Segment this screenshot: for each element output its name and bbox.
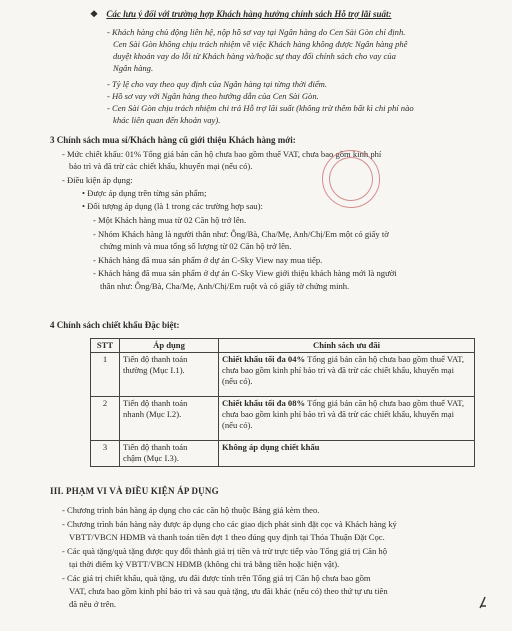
table-row: [91, 397, 475, 441]
notes-line: duyệt khoản vay do lỗi từ Khách hàng và/hoặc sự thay đổi chính sách cho vay của: [113, 51, 396, 61]
section-3-line: - Một Khách hàng mua từ 02 Căn hộ trở lên.: [93, 215, 247, 225]
section-4-heading: 4 Chính sách chiết khấu Đặc biệt:: [50, 320, 180, 330]
section-3-line: • Được áp dụng trên từng sản phẩm;: [82, 188, 207, 198]
section-iii-line: VBTT/VBCN HĐMB và thanh toán tiền đợt 1 theo đúng quy định tại Thỏa Thuận Đặt Cọc.: [69, 532, 385, 542]
table-cell-policy: [219, 397, 475, 441]
notes-title-row: [90, 9, 391, 21]
diamond-bullet-icon: ❖: [90, 9, 99, 19]
signature-mark-icon: [478, 596, 488, 610]
apply-line: nhanh (Mục I.2).: [123, 409, 182, 419]
section-3-line: - Khách hàng đã mua sản phẩm ở dự án C-Sky View nay mua tiếp.: [93, 255, 323, 265]
notes-line: - Cen Sài Gòn chịu trách nhiệm chi trả Hỗ trợ lãi suất (không trừ thêm bất kì chi phí nào: [107, 103, 414, 113]
section-iii-line: VAT, chưa bao gồm kinh phí bảo trì và sau quà tặng, ưu đãi khác (nếu có) theo thứ tự ưu tiên: [69, 586, 388, 596]
table-cell-stt: 1: [91, 353, 120, 397]
apply-line: thường (Mục I.1).: [123, 365, 185, 375]
policy-text: Tổng giá bán căn hộ chưa bao gồm thuế VAT, chưa bao gồm kinh phí bảo trì và đã trừ các chiết khấu, khuyến mại (nếu có).: [222, 398, 465, 430]
discount-table: [90, 338, 475, 467]
notes-line: khác liên quan đến khoản vay).: [113, 115, 221, 125]
section-3-line: thân như: Ông/Bà, Cha/Mẹ, Anh/Chị/Em ruột và có giấy tờ chứng minh.: [100, 281, 350, 291]
table-cell-stt: 2: [91, 397, 120, 441]
table-cell-apply: [120, 441, 219, 467]
notes-line: - Khách hàng chủ động liên hệ, nộp hồ sơ vay tại Ngân hàng do Cen Sài Gòn chỉ định.: [107, 27, 406, 37]
table-header-apply: Áp dụng: [120, 339, 219, 353]
notes-line: Cen Sài Gòn không chịu trách nhiệm về việc Khách hàng không được Ngân hàng phê: [113, 39, 408, 49]
table-row: [91, 441, 475, 467]
section-iii-line: tại thời điểm ký VBTT/VBCN HĐMB (không chi trả bằng tiền hoặc hiện vật).: [69, 559, 340, 569]
section-iii-line: đã nêu ở trên.: [69, 599, 117, 609]
table-header-stt: STT: [91, 339, 120, 353]
section-3-line: chứng minh và mua tổng số lượng từ 02 Căn hộ trở lên.: [100, 241, 292, 251]
apply-line: chậm (Mục I.3).: [123, 453, 179, 463]
table-header-policy: Chính sách ưu đãi: [219, 339, 475, 353]
section-iii-line: - Chương trình bán hàng này được áp dụng cho các giao dịch phát sinh đặt cọc và Khách hàng ký: [62, 519, 397, 529]
section-iii-heading: III. PHẠM VI VÀ ĐIỀU KIỆN ÁP DỤNG: [50, 486, 219, 496]
apply-line: Tiến độ thanh toán: [123, 442, 188, 452]
table-cell-apply: [120, 397, 219, 441]
notes-title: Các lưu ý đối với trường hợp Khách hàng hưởng chính sách Hỗ trợ lãi suất:: [106, 9, 392, 19]
section-3-line: • Đối tượng áp dụng (là 1 trong các trường hợp sau):: [82, 201, 263, 211]
policy-highlight: Chiết khấu tối đa 04%: [222, 354, 306, 364]
section-3-heading: 3 Chính sách mua sỉ/Khách hàng cũ giới thiệu Khách hàng mới:: [50, 135, 296, 145]
section-3-line: - Khách hàng đã mua sản phẩm ở dự án C-Sky View giới thiệu khách hàng mới là người: [93, 268, 397, 278]
section-3-line: - Mức chiết khấu: 01% Tổng giá bán căn hộ chưa bao gồm thuế VAT, chưa bao gồm kinh phí: [62, 149, 382, 159]
policy-highlight: Chiết khấu tối đa 08%: [222, 398, 306, 408]
table-cell-stt: 3: [91, 441, 120, 467]
section-3-line: - Nhóm Khách hàng là người thân như: Ông/Bà, Cha/Mẹ, Anh/Chị/Em một có giấy tờ: [93, 229, 389, 239]
table-cell-policy: [219, 441, 475, 467]
table-row: [91, 353, 475, 397]
table-cell-apply: [120, 353, 219, 397]
policy-text: Tổng giá bán căn hộ chưa bao gồm thuế VAT, chưa bao gồm kinh phí bảo trì và đã trừ các chiết khấu, khuyến mại (nếu có).: [222, 354, 465, 386]
table-cell-policy: [219, 353, 475, 397]
section-iii-line: - Chương trình bán hàng áp dụng cho các căn hộ thuộc Bảng giá kèm theo.: [62, 505, 320, 515]
notes-line: - Hồ sơ vay với Ngân hàng theo hướng dẫn của Cen Sài Gòn.: [107, 91, 319, 101]
apply-line: Tiến độ thanh toán: [123, 398, 188, 408]
apply-line: Tiến độ thanh toán: [123, 354, 188, 364]
section-3-line: bảo trì và đã trừ các chiết khấu, khuyến mại (nếu có).: [69, 161, 253, 171]
notes-line: - Tỷ lệ cho vay theo quy định của Ngân hàng tại từng thời điểm.: [107, 79, 328, 89]
section-3-line: - Điều kiện áp dụng:: [62, 175, 133, 185]
policy-highlight: Không áp dụng chiết khấu: [222, 442, 320, 452]
table-header-row: [91, 339, 475, 353]
notes-line: Ngân hàng.: [113, 63, 154, 73]
section-iii-line: - Các quà tặng/quà tặng được quy đổi thành giá trị tiền và trừ trực tiếp vào Tổng giá trị Căn hộ: [62, 546, 388, 556]
section-iii-line: - Các giá trị chiết khấu, quà tặng, ưu đãi được tính trên Tổng giá trị Căn hộ chưa bao gồm: [62, 573, 371, 583]
